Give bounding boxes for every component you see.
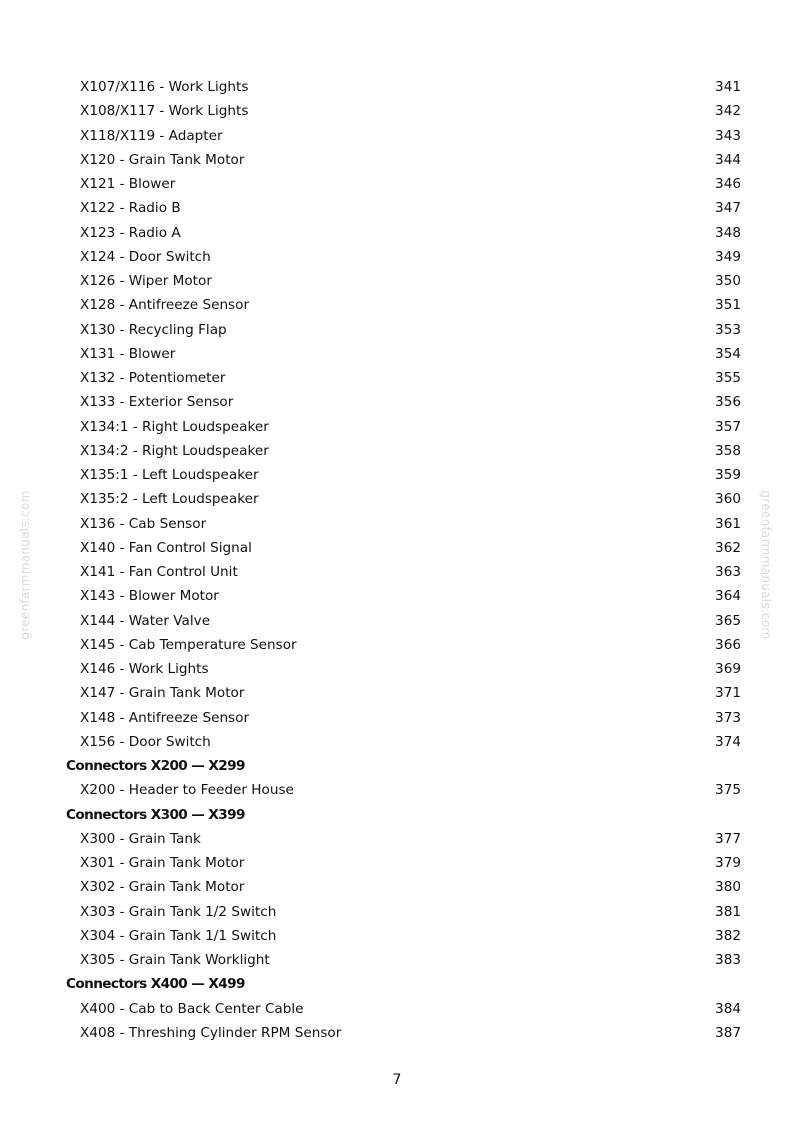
entry-title: X134:2 - Right Loudspeaker [80,442,269,459]
entry-title: X118/X119 - Adapter [80,127,223,144]
entry-title: X133 - Exterior Sensor [80,394,234,411]
entry-title: X301 - Grain Tank Motor [80,855,245,871]
entry-page-number: 349 [715,248,741,265]
entry-page-number: 363 [715,564,741,580]
entry-page-number: 374 [715,733,741,750]
entry-page-number: 347 [715,200,741,217]
toc-entry[interactable] [0,681,794,705]
entry-page-number: 373 [715,709,741,726]
entry-page-number: 381 [715,903,741,920]
entry-title: X134:1 - Right Loudspeaker [80,418,269,435]
toc-entry[interactable] [0,148,794,172]
toc-entry[interactable] [0,851,794,875]
toc-entry[interactable] [0,875,794,899]
toc-entry[interactable] [0,657,794,681]
toc-entry[interactable] [0,706,794,730]
section-title: Connectors X400 — X499 [66,976,245,993]
toc-entry[interactable] [0,730,794,754]
toc-entry[interactable] [0,390,794,414]
toc-entry[interactable] [0,924,794,948]
section-title: Connectors X200 — X299 [66,758,245,774]
toc-entry[interactable] [0,221,794,245]
toc-entry[interactable] [0,124,794,148]
entry-page-number: 364 [715,588,741,605]
entry-page-number: 354 [715,345,741,362]
entry-title: X108/X117 - Work Lights [80,103,249,120]
entry-page-number: 358 [715,442,741,459]
entry-page-number: 350 [715,273,741,289]
entry-page-number: 342 [715,103,741,120]
toc-section-heading [0,803,794,827]
entry-title: X140 - Fan Control Signal [80,539,252,556]
entry-title: X141 - Fan Control Unit [80,564,238,580]
entry-title: X400 - Cab to Back Center Cable [80,1000,304,1017]
entry-page-number: 377 [715,830,741,847]
entry-page-number: 357 [715,418,741,435]
entry-page-number: 362 [715,539,741,556]
entry-page-number: 379 [715,855,741,871]
page-number: 7 [392,1072,402,1088]
toc-entry[interactable] [0,318,794,342]
entry-title: X145 - Cab Temperature Sensor [80,636,297,653]
entry-page-number: 346 [715,176,741,192]
entry-title: X135:2 - Left Loudspeaker [80,491,259,508]
entry-title: X156 - Door Switch [80,733,211,750]
toc-entry[interactable] [0,293,794,317]
entry-title: X146 - Work Lights [80,661,209,677]
entry-page-number: 365 [715,612,741,629]
toc-entry[interactable] [0,269,794,293]
entry-title: X132 - Potentiometer [80,370,226,386]
entry-page-number: 356 [715,394,741,411]
toc-entry[interactable] [0,609,794,633]
toc-entry[interactable] [0,536,794,560]
entry-title: X304 - Grain Tank 1/1 Switch [80,927,277,944]
entry-page-number: 380 [715,879,741,896]
entry-title: X120 - Grain Tank Motor [80,151,245,168]
table-of-contents [0,75,794,1045]
entry-title: X124 - Door Switch [80,248,211,265]
section-title: Connectors X300 — X399 [66,806,245,823]
toc-entry[interactable] [0,439,794,463]
toc-entry[interactable] [0,948,794,972]
watermark-left: greenfarmmanuals.com [18,490,32,640]
entry-title: X131 - Blower [80,345,176,362]
entry-title: X408 - Threshing Cylinder RPM Sensor [80,1024,342,1041]
entry-title: X143 - Blower Motor [80,588,219,605]
entry-title: X107/X116 - Work Lights [80,79,249,95]
entry-title: X123 - Radio A [80,224,181,241]
entry-page-number: 375 [715,782,741,799]
toc-entry[interactable] [0,827,794,851]
entry-title: X300 - Grain Tank [80,830,201,847]
entry-title: X147 - Grain Tank Motor [80,685,245,702]
toc-entry[interactable] [0,75,794,99]
entry-title: X148 - Antifreeze Sensor [80,709,250,726]
toc-entry[interactable] [0,584,794,608]
toc-entry[interactable] [0,560,794,584]
entry-title: X126 - Wiper Motor [80,273,212,289]
toc-entry[interactable] [0,245,794,269]
toc-section-heading [0,754,794,778]
entry-page-number: 341 [715,79,741,95]
entry-page-number: 355 [715,370,741,386]
toc-entry[interactable] [0,366,794,390]
entry-page-number: 382 [715,927,741,944]
entry-page-number: 384 [715,1000,741,1017]
entry-page-number: 359 [715,467,741,483]
toc-entry[interactable] [0,415,794,439]
entry-page-number: 351 [715,297,741,314]
watermark-right: greenfarmmanuals.com [759,490,773,640]
entry-page-number: 361 [715,515,741,532]
entry-title: X128 - Antifreeze Sensor [80,297,250,314]
entry-title: X200 - Header to Feeder House [80,782,294,799]
entry-title: X136 - Cab Sensor [80,515,207,532]
entry-title: X122 - Radio B [80,200,181,217]
entry-page-number: 360 [715,491,741,508]
toc-entry[interactable] [0,778,794,802]
entry-title: X303 - Grain Tank 1/2 Switch [80,903,277,920]
entry-page-number: 371 [715,685,741,702]
toc-entry[interactable] [0,1021,794,1045]
toc-entry[interactable] [0,487,794,511]
entry-title: X135:1 - Left Loudspeaker [80,467,259,483]
toc-entry[interactable] [0,900,794,924]
entry-title: X130 - Recycling Flap [80,321,227,338]
toc-entry[interactable] [0,512,794,536]
toc-entry[interactable] [0,196,794,220]
toc-entry[interactable] [0,633,794,657]
toc-entry[interactable] [0,997,794,1021]
entry-page-number: 344 [715,151,741,168]
entry-title: X121 - Blower [80,176,176,192]
entry-page-number: 387 [715,1024,741,1041]
entry-page-number: 383 [715,952,741,968]
toc-entry[interactable] [0,99,794,123]
entry-page-number: 343 [715,127,741,144]
entry-title: X144 - Water Valve [80,612,211,629]
toc-entry[interactable] [0,172,794,196]
toc-entry[interactable] [0,342,794,366]
toc-section-heading [0,972,794,996]
entry-page-number: 369 [715,661,741,677]
entry-page-number: 353 [715,321,741,338]
toc-entry[interactable] [0,463,794,487]
entry-page-number: 348 [715,224,741,241]
entry-page-number: 366 [715,636,741,653]
entry-title: X302 - Grain Tank Motor [80,879,245,896]
entry-title: X305 - Grain Tank Worklight [80,952,270,968]
